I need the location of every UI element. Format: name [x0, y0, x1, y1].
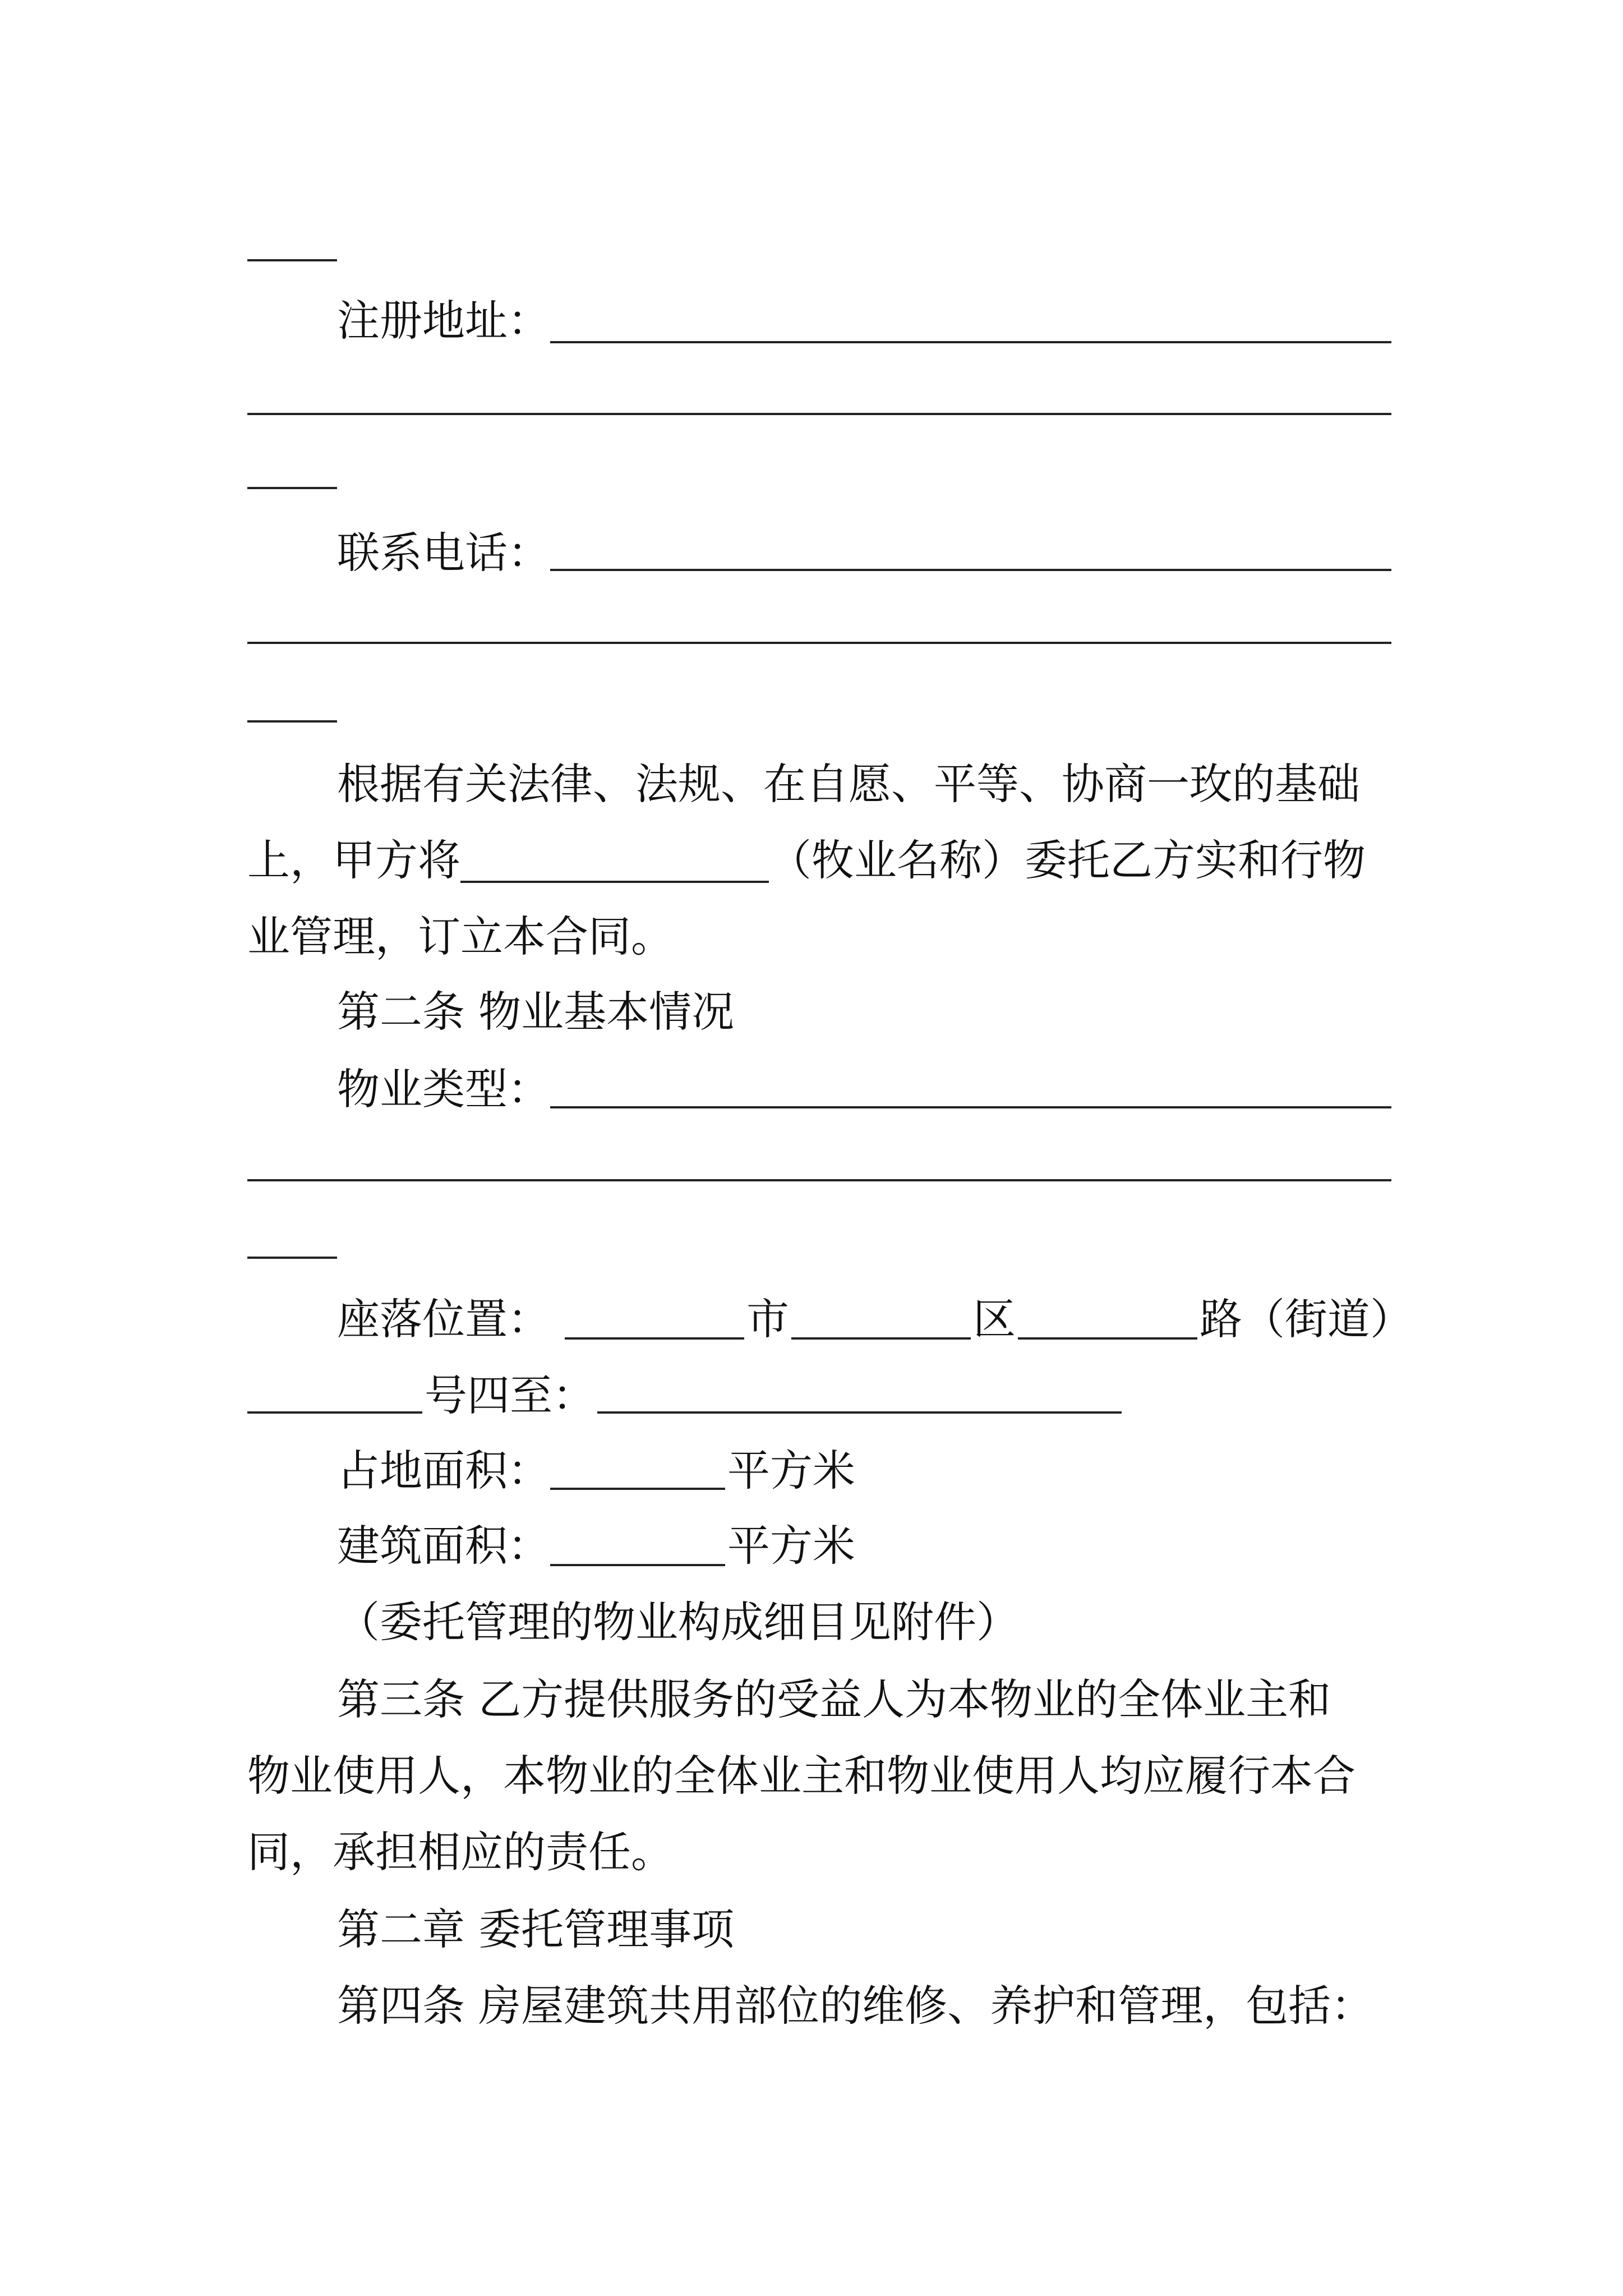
registered-address-label: 注册地址：	[337, 296, 550, 346]
land-area-label: 占地面积：	[337, 1446, 550, 1496]
registered-address-line	[0, 287, 1623, 355]
fill-in-blank[interactable]	[247, 259, 337, 261]
district-label: 区	[973, 1294, 1016, 1344]
fill-in-blank[interactable]	[247, 413, 1391, 415]
location-line-2	[0, 1362, 1623, 1429]
property-type-line	[0, 1056, 1623, 1123]
article-3-text: 第三条 乙方提供服务的受益人为本物业的全体业主和	[337, 1674, 1331, 1724]
property-name-blank[interactable]	[460, 881, 769, 883]
chapter-2-heading	[0, 1896, 1623, 1963]
intro-line-1	[0, 751, 1623, 818]
road-label: 路（街道）	[1200, 1294, 1413, 1344]
fill-in-blank[interactable]	[247, 642, 1391, 644]
number-boundary-label: 号四至：	[425, 1370, 595, 1420]
fill-in-blank[interactable]	[247, 487, 337, 489]
land-area-blank[interactable]	[550, 1488, 725, 1490]
location-label: 座落位置：	[337, 1294, 550, 1344]
intro-text: 根据有关法律、法规、在自愿、平等、协商一玫的基础	[337, 759, 1360, 809]
intro-text: 上，甲方将	[247, 835, 460, 885]
fill-in-blank[interactable]	[247, 720, 337, 723]
chapter-2-title: 第二章 委托管理事项	[337, 1904, 735, 1954]
intro-line-3	[0, 903, 1623, 970]
city-label: 市	[746, 1294, 789, 1344]
registered-address-blank[interactable]	[550, 341, 1391, 343]
land-area-unit: 平方米	[727, 1446, 855, 1496]
form-line	[0, 597, 1623, 664]
article-2-title: 第二条 物业基本情况	[337, 987, 735, 1037]
location-line	[0, 1286, 1623, 1353]
article-4-text: 第四条 房屋建筑共用部位的维修、养护和管理，包括：	[337, 1981, 1374, 2031]
article-3-line-1	[0, 1666, 1623, 1733]
district-blank[interactable]	[791, 1337, 971, 1340]
article-3-text: 物业使用人，本物业的全体业主和物业使用人均应履行本合	[247, 1751, 1355, 1801]
house-number-blank[interactable]	[247, 1411, 422, 1414]
note-line	[0, 1589, 1623, 1656]
building-area-label: 建筑面积：	[337, 1521, 550, 1571]
article-2-heading	[0, 978, 1623, 1046]
note-text: （委托管理的物业构成细目见附件）	[337, 1597, 1019, 1647]
property-type-blank[interactable]	[550, 1106, 1391, 1108]
road-blank[interactable]	[1018, 1337, 1197, 1340]
intro-line-2	[0, 827, 1623, 894]
city-blank[interactable]	[565, 1337, 744, 1340]
form-line	[0, 1209, 1623, 1277]
phone-line	[0, 519, 1623, 587]
fill-in-blank[interactable]	[247, 1257, 337, 1259]
article-4-line	[0, 1972, 1623, 2040]
article-3-line-3	[0, 1819, 1623, 1886]
form-line	[0, 366, 1623, 433]
property-type-label: 物业类型：	[337, 1064, 550, 1114]
intro-text: 业管理，订立本合同。	[247, 912, 674, 961]
phone-blank[interactable]	[550, 569, 1391, 571]
article-3-text: 同，承担相应的责任。	[247, 1827, 674, 1877]
phone-label: 联系电话：	[337, 528, 550, 578]
boundaries-blank[interactable]	[597, 1411, 1122, 1414]
building-area-unit: 平方米	[727, 1521, 855, 1571]
form-line	[0, 1132, 1623, 1199]
form-line	[0, 673, 1623, 740]
fill-in-blank[interactable]	[247, 1179, 1391, 1181]
intro-text: （牧业名称）委托乙方实和行物	[769, 835, 1366, 885]
land-area-line	[0, 1437, 1623, 1504]
building-area-blank[interactable]	[550, 1564, 725, 1566]
building-area-line	[0, 1512, 1623, 1580]
form-line	[0, 444, 1623, 512]
form-line	[0, 220, 1623, 287]
article-3-line-2	[0, 1742, 1623, 1810]
